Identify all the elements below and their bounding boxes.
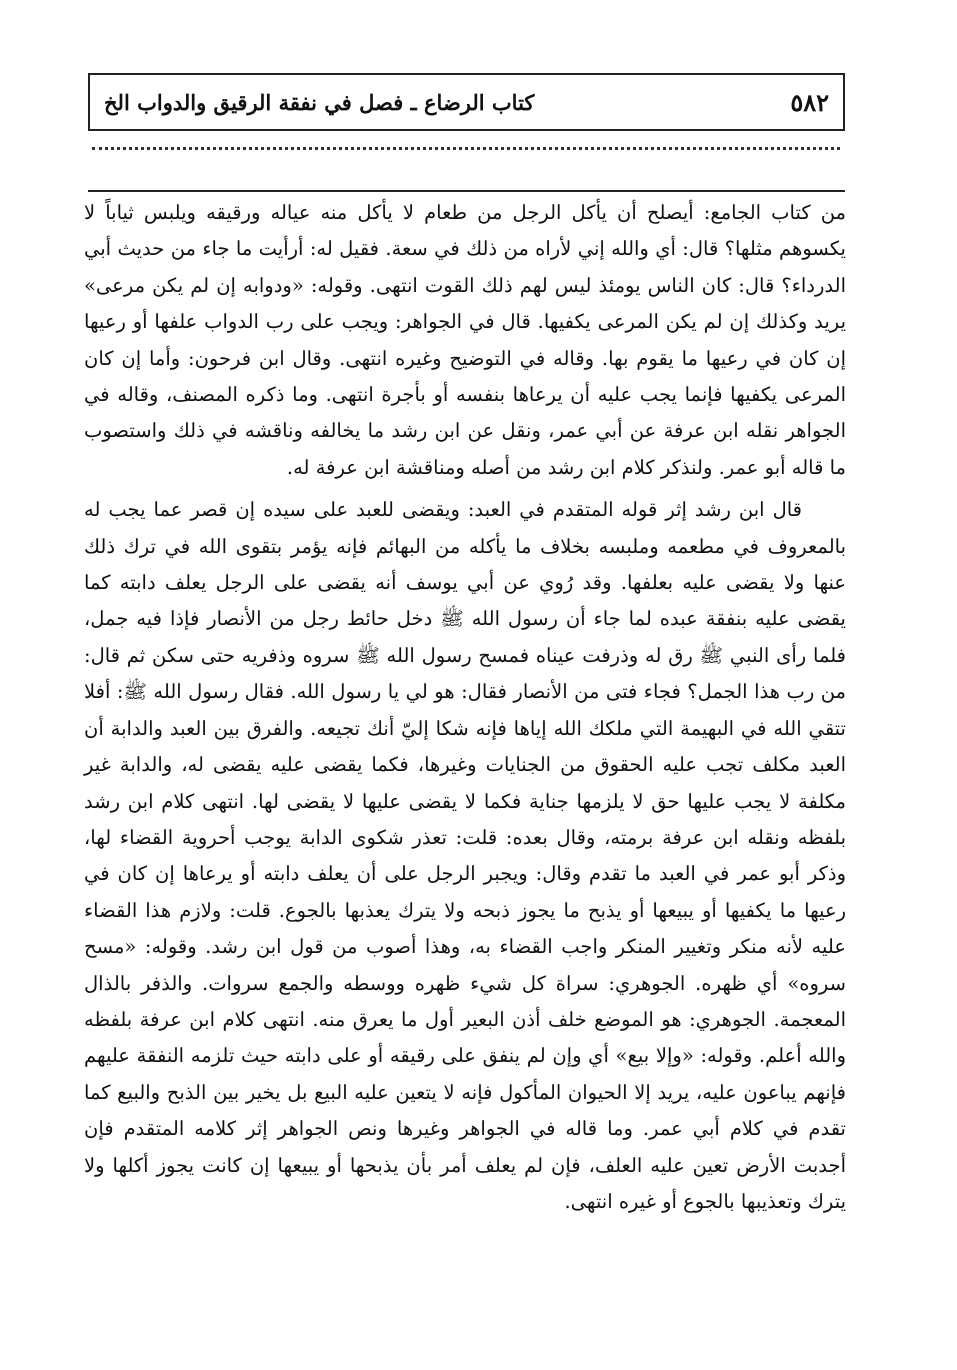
- paragraph-1: من كتاب الجامع: أيصلح أن يأكل الرجل من طعام لا يأكل منه عياله ورقيقه ويلبس ثياباً لا يكسوهم مثلها؟ قال: أي والله إني لأراه من ذلك في سعة. فقيل له: أرأيت ما جاء من حديث أبي الدرداء؟ قال: كان الناس يومئذ ليس لهم ذلك القوت انتهى. وقوله: «ودوابه إن لم يكن مرعى» يريد وكذلك إن لم يكن المرعى يكفيها. قال في الجواهر: ويجب على رب الدواب علفها أو رعيها إن كان في رعيها ما يقوم بها. وقاله في التوضيح وغيره انتهى. وقال ابن فرحون: وأما إن كان المرعى يكفيها فإنما يجب عليه أن يرعاها بنفسه أو بأجرة انتهى. وما ذكره المصنف، وقاله في الجواهر نقله ابن عرفة عن أبي عمر، ونقل عن ابن رشد ما يخالفه وناقشه في ذلك واستصوب ما قاله أبو عمر. ولنذكر كلام ابن رشد من أصله ومناقشة ابن عرفة له.: [84, 201, 846, 479]
- dotted-separator: [92, 147, 840, 150]
- page-number: ٥٨٢: [790, 87, 829, 117]
- page-header: [88, 73, 845, 131]
- paragraph-2: قال ابن رشد إثر قوله المتقدم في العبد: ويقضى للعبد على سيده إن قصر عما يجب له بالمعروف في مطعمه وملبسه بخلاف ما يأكله من البهائم فإنه يؤمر بتقوى الله في ترك ذلك عنها ولا يقضى عليه بعلفها. وقد رُوي عن أبي يوسف أنه يقضى على الرجل يعلف دابته كما يقضى عليه بنفقة عبده لما جاء أن رسول الله ﷺ دخل حائط رجل من الأنصار فإذا فيه جمل، فلما رأى النبي ﷺ رق له وذرفت عيناه فمسح رسول الله ﷺ سروه وذفريه حتى سكن ثم قال: من رب هذا الجمل؟ فجاء فتى من الأنصار فقال: هو لي يا رسول الله. فقال رسول الله ﷺ: أفلا تتقي الله في البهيمة التي ملكك الله إياها فإنه شكا إليّ أنك تجيعه. والفرق بين العبد والدابة أن العبد مكلف تجب عليه الحقوق من الجنايات وغيرها، فكما يقضى عليه يقضى له، والدابة غير مكلفة لا يجب عليها حق لا يلزمها جناية فكما لا يقضى عليها لا يقضى لها. انتهى كلام ابن رشد بلفظه ونقله ابن عرفة برمته، وقال بعده: قلت: تعذر شكوى الدابة يوجب أحروية القضاء لها، وذكر أبو عمر في العبد ما تقدم وقال: ويجبر الرجل على أن يعلف دابته أو يرعاها إن كان في رعيها ما يكفيها أو يبيعها أو يذبح ما يجوز ذبحه ولا يترك يعذبها بالجوع. قلت: ولازم هذا القضاء عليه لأنه منكر وتغيير المنكر واجب القضاء به، وهذا أصوب من قول ابن رشد. وقوله: «مسح سروه» أي ظهره. الجوهري: سراة كل شيء ظهره ووسطه والجمع سروات. والذفر بالذال المعجمة. الجوهري: هو الموضع خلف أذن البعير أول ما يعرق منه. انتهى كلام ابن عرفة بلفظه والله أعلم. وقوله: «وإلا بيع» أي وإن لم ينفق على رقيقه أو على دابته حيث تلزمه النفقة عليهم فإنهم يباعون عليه، يريد إلا الحيوان المأكول فإنه لا يتعين عليه البيع بل يخير بين الذبح والبيع كما تقدم في كلام أبي عمر. وما قاله في الجواهر وغيرها ونص الجواهر إثر كلامه المتقدم فإن أجدبت الأرض تعين عليه العلف، فإن لم يعلف أمر بأن يذبحها أو يبيعها إن كانت يجوز أكلها ولا يترك وتعذيبها بالجوع أو غيره انتهى.: [84, 498, 847, 1213]
- running-title: كتاب الرضاع ـ فصل في نفقة الرقيق والدواب الخ: [104, 89, 535, 115]
- horizontal-rule: [88, 190, 845, 192]
- body-text: [84, 195, 846, 1220]
